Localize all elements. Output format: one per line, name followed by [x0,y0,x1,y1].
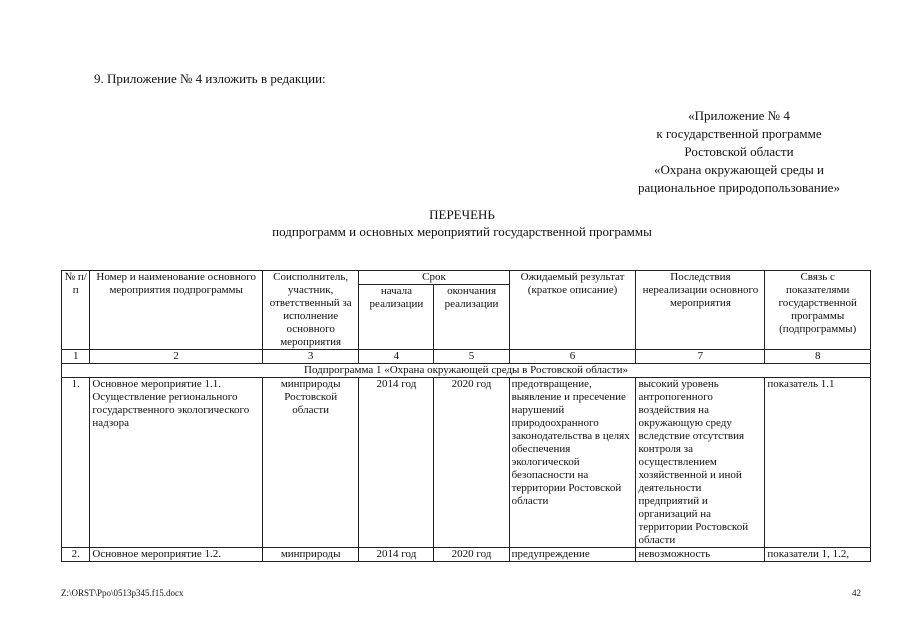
table-row [62,378,871,548]
appendix-line: «Охрана окружающей среды и [654,162,824,177]
table-row [62,548,871,562]
column-number: 1 [62,350,90,364]
row-end: 2020 год [434,378,509,548]
column-number: 5 [434,350,509,364]
row-executor: минприроды Ростовской области [262,378,358,548]
subprogram-title: Подпрограмма 1 «Охрана окружающей среды в Ростовской области» [62,364,871,378]
row-end: 2020 год [434,548,509,562]
row-name: Основное мероприятие 1.1. Осуществление регионального государственного экологического надзора [90,378,263,548]
row-num: 1. [62,378,90,548]
appendix-line: Ростовской области [684,144,794,159]
document-title-block [170,206,754,240]
row-link: показатели 1, 1.2, [765,548,871,562]
column-number: 4 [359,350,434,364]
header-link: Связь с показателями государственной программы (подпрограммы) [765,271,871,350]
appendix-line: «Приложение № 4 [688,108,790,123]
column-number: 8 [765,350,871,364]
row-num: 2. [62,548,90,562]
intro-text: 9. Приложение № 4 изложить в редакции: [94,71,326,86]
header-num: № п/п [62,271,90,350]
footer-file-path: Z:\ORST\Ppo\0513p345.f15.docx [61,588,184,598]
column-number-row [62,350,871,364]
measures-table [61,270,871,562]
header-name: Номер и наименование основного мероприятия подпрограммы [90,271,263,350]
header-executor: Соисполнитель, участник, ответственный за исполнение основного мероприятия [262,271,358,350]
table-header-row [62,271,871,285]
column-number: 3 [262,350,358,364]
column-number: 2 [90,350,263,364]
row-name: Основное мероприятие 1.2. [90,548,263,562]
row-consequences: высокий уровень антропогенного воздействия на окружающую среду вследствие отсутствия контроля за осуществлением хозяйственной и иной деятельности предприятий и организаций на территории Ростовской области [636,378,765,548]
document-subtitle: подпрограмм и основных мероприятий государственной программы [272,224,652,239]
column-number: 7 [636,350,765,364]
header-term: Срок [359,271,509,285]
row-link: показатель 1.1 [765,378,871,548]
appendix-header [596,107,882,197]
footer-page-number: 42 [852,588,861,598]
appendix-line: рациональное природопользование» [638,180,840,195]
row-result: предупреждение [509,548,636,562]
header-term-end: окончания реализации [434,285,509,350]
appendix-line: к государственной программе [656,126,822,141]
row-result: предотвращение, выявление и пресечение нарушений природоохранного законодательства в целях обеспечения экологической безопасности на территории Ростовской области [509,378,636,548]
header-result: Ожидаемый результат (краткое описание) [509,271,636,350]
header-consequences: Последствия нереализации основного мероприятия [636,271,765,350]
subprogram-row [62,364,871,378]
column-number: 6 [509,350,636,364]
document-title: ПЕРЕЧЕНЬ [429,207,495,222]
row-executor: минприроды [262,548,358,562]
row-start: 2014 год [359,548,434,562]
row-consequences: невозможность [636,548,765,562]
header-term-start: начала реализации [359,285,434,350]
row-start: 2014 год [359,378,434,548]
